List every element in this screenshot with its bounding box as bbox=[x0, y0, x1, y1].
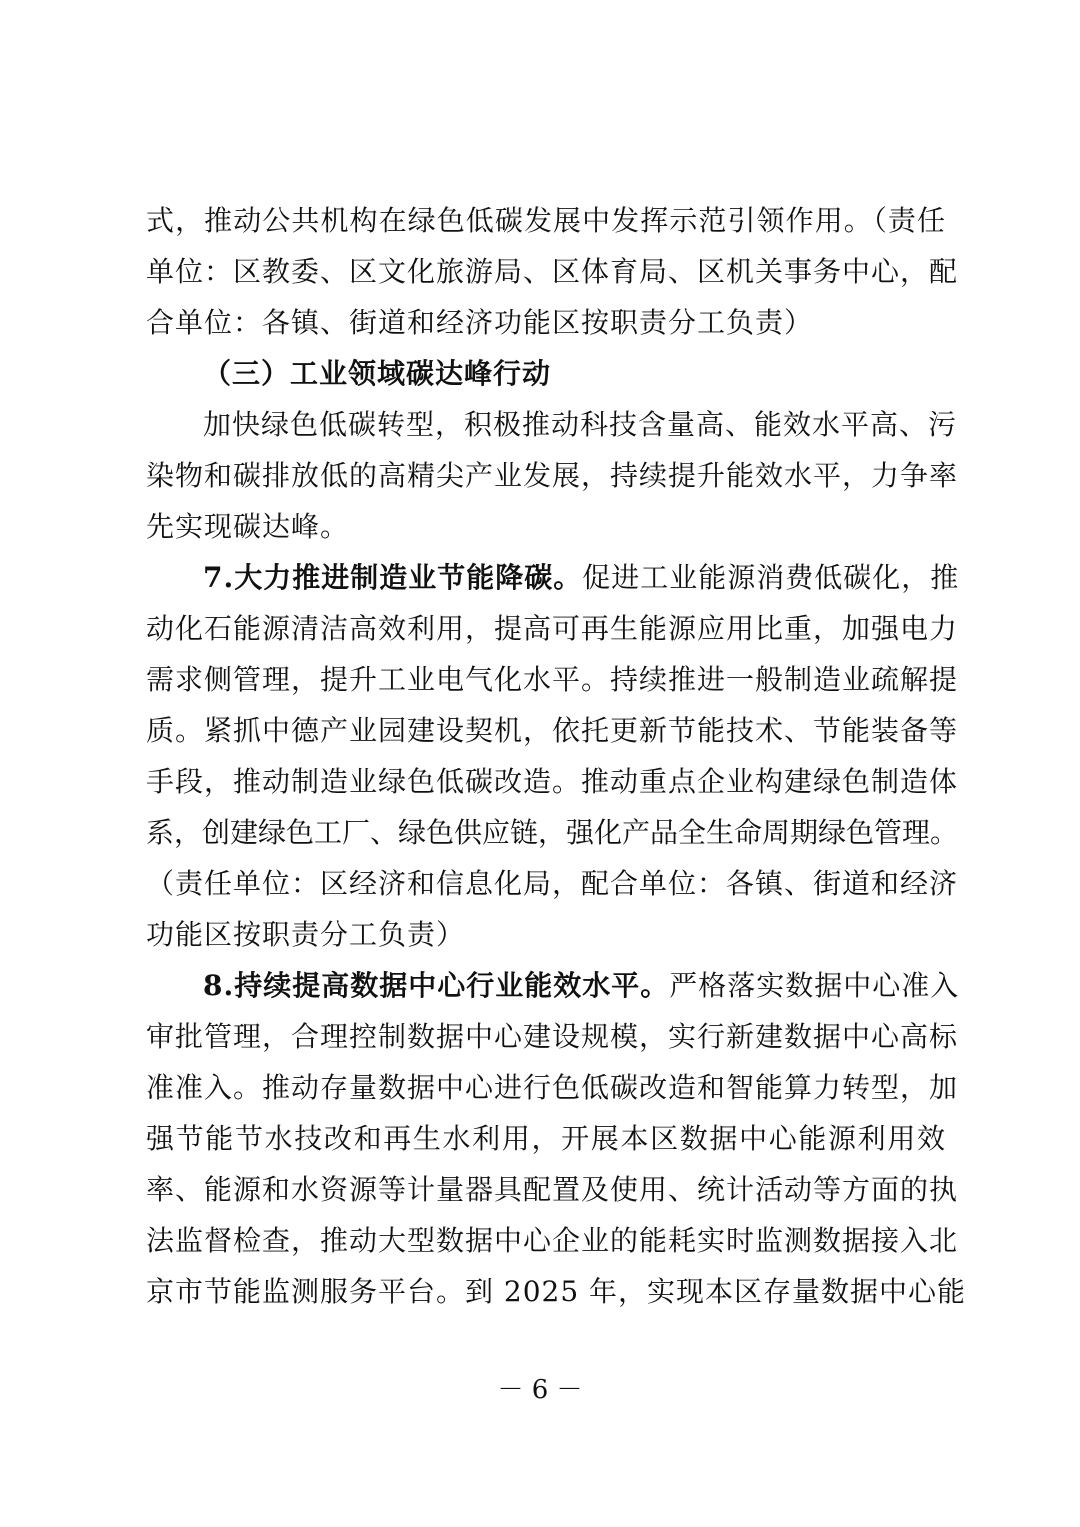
item-7-first-line bbox=[203, 552, 960, 604]
paragraph-line: 先实现碳达峰。 bbox=[146, 510, 350, 543]
item-8-title: 8.持续提高数据中心行业能效水平。 bbox=[203, 969, 670, 1002]
paragraph-line: 系，创建绿色工厂、绿色供应链，强化产品全生命周期绿色管理。 bbox=[146, 816, 959, 849]
paragraph-line: 率、能源和水资源等计量器具配置及使用、统计活动等方面的执 bbox=[146, 1173, 959, 1206]
item-8-first-line bbox=[203, 960, 960, 1012]
item-7-title: 7.大力推进制造业节能降碳。 bbox=[203, 561, 583, 594]
page-number: － 6 － bbox=[497, 1375, 583, 1405]
paragraph-line: 强节能节水技改和再生水利用，开展本区数据中心能源利用效 bbox=[146, 1122, 946, 1155]
paragraph-line: 染物和碳排放低的高精尖产业发展，持续提升能效水平，力争率 bbox=[146, 459, 959, 492]
paragraph-line: 法监督检查，推动大型数据中心企业的能耗实时监测数据接入北 bbox=[146, 1224, 959, 1257]
paragraph-line: 审批管理，合理控制数据中心建设规模，实行新建数据中心高标 bbox=[146, 1020, 959, 1053]
paragraph-line: 单位：区教委、区文化旅游局、区体育局、区机关事务中心，配 bbox=[146, 255, 959, 288]
paragraph-line: 合单位：各镇、街道和经济功能区按职责分工负责） bbox=[146, 306, 814, 339]
paragraph-line: 京市节能监测服务平台。到 2025 年，实现本区存量数据中心能 bbox=[146, 1275, 967, 1308]
paragraph-line: 需求侧管理，提升工业电气化水平。持续推进一般制造业疏解提 bbox=[146, 663, 959, 696]
paragraph-line: 准准入。推动存量数据中心进行色低碳改造和智能算力转型，加 bbox=[146, 1071, 959, 1104]
paragraph-line: 功能区按职责分工负责） bbox=[146, 918, 466, 951]
paragraph-line: （责任单位：区经济和信息化局，配合单位：各镇、街道和经济 bbox=[146, 867, 959, 900]
paragraph-line: 加快绿色低碳转型，积极推动科技含量高、能效水平高、污 bbox=[203, 408, 958, 441]
paragraph-line: 式，推动公共机构在绿色低碳发展中发挥示范引领作用。（责任 bbox=[146, 204, 946, 237]
paragraph-line: 手段，推动制造业绿色低碳改造。推动重点企业构建绿色制造体 bbox=[146, 765, 959, 798]
paragraph-line: 动化石能源清洁高效利用，提高可再生能源应用比重，加强电力 bbox=[146, 612, 959, 645]
section-heading: （三）工业领域碳达峰行动 bbox=[203, 357, 552, 390]
item-7-text: 促进工业能源消费低碳化，推 bbox=[582, 561, 960, 594]
paragraph-line: 质。紧抓中德产业园建设契机，依托更新节能技术、节能装备等 bbox=[146, 714, 959, 747]
item-8-text: 严格落实数据中心准入 bbox=[669, 969, 960, 1002]
